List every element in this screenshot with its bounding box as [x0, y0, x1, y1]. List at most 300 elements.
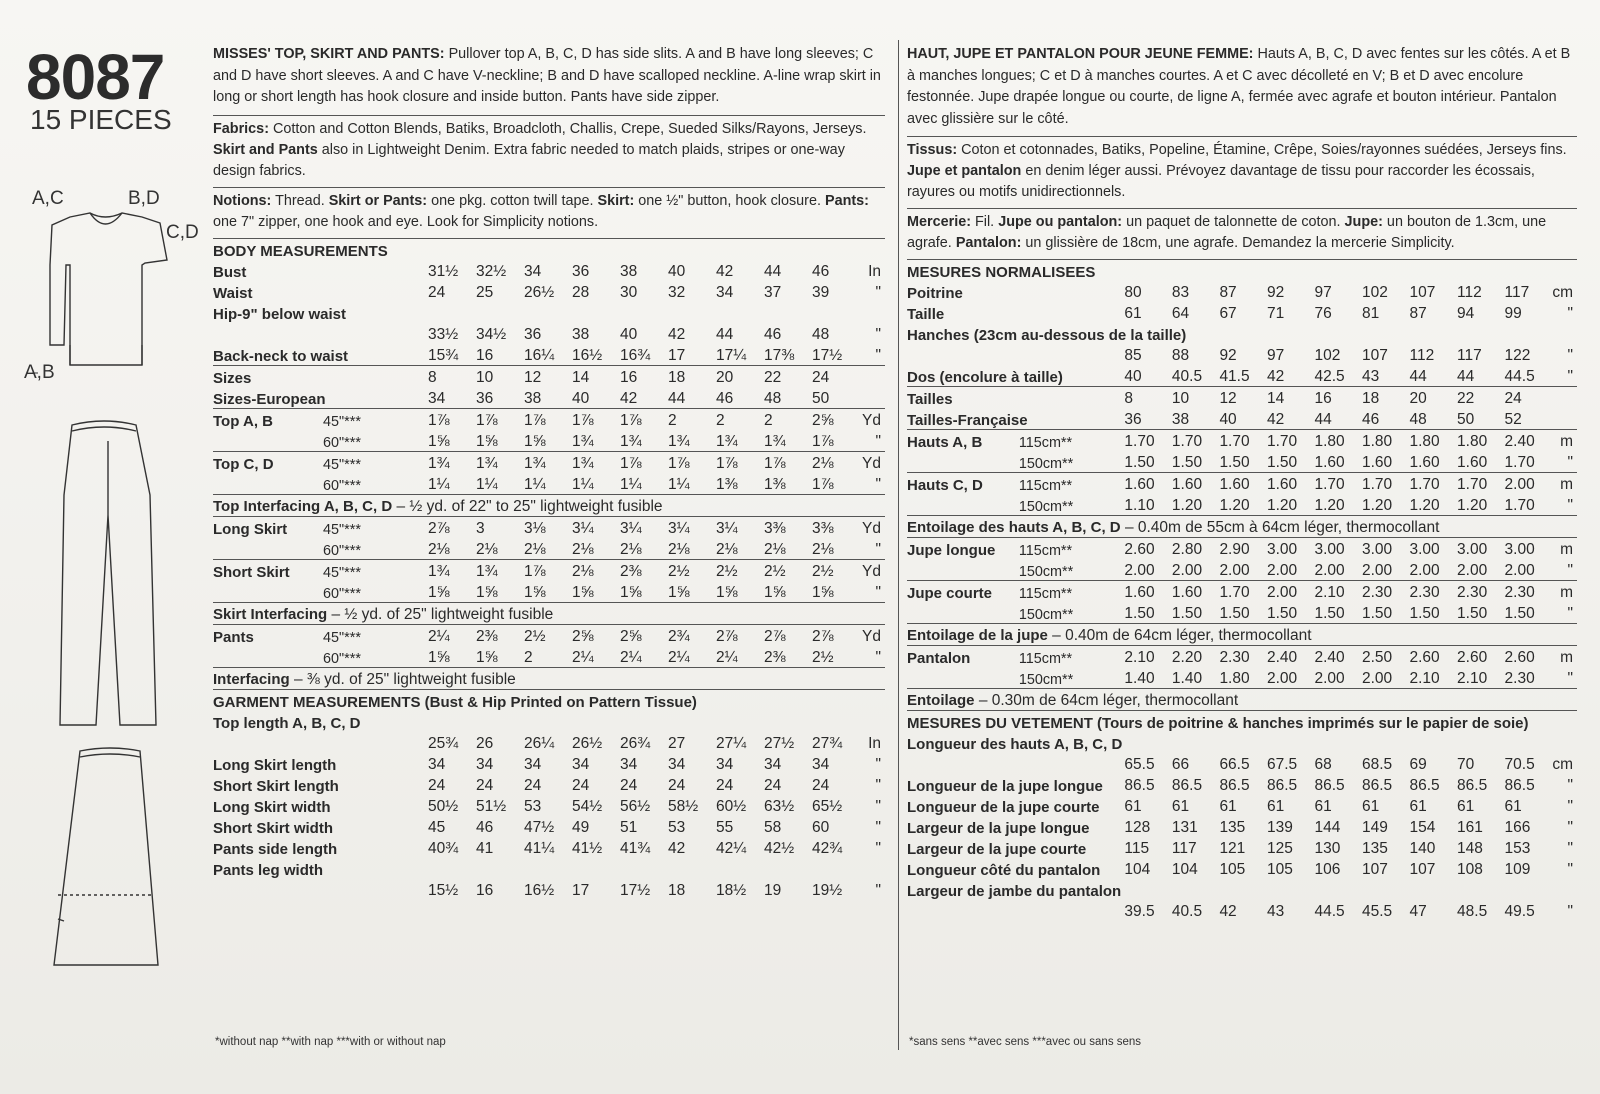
value-cell: 117 — [1171, 840, 1197, 857]
value-cell: 1.70 — [1457, 473, 1505, 495]
value-cell: 1¼ — [620, 475, 642, 493]
interfacing-label: Interfacing — [213, 670, 290, 688]
fabrics-text-2: also in Lightweight Denim. Extra fabric needed to match plaids, stripes or one-way design fabrics. — [213, 141, 845, 179]
value-cell: 1.50 — [1124, 454, 1155, 471]
value-cell: 1.50 — [1504, 605, 1535, 622]
value-cell: 44.5 — [1314, 903, 1345, 920]
english-panel — [213, 40, 885, 1048]
row-hauts-cd-150 — [907, 494, 1577, 516]
fr-intro-text: Hauts A, B, C, D avec fentes sur les côtés. A et B à manches longues; C et D à manches courtes. A et C avec décolleté en V; B et D avec encolure festonnée. Jupe drapée longue ou courte, de ligne A, fermée avec agrafe et bouton intérieur. Pantalon avec glissière sur le côté. — [907, 46, 1571, 127]
value-cell: 8 — [1124, 387, 1172, 409]
unit-cell: In — [868, 734, 881, 752]
value-cell: 2.10 — [1457, 670, 1488, 687]
value-cell: 1.70 — [1219, 581, 1267, 603]
fabrics-label: Fabrics: — [213, 120, 269, 137]
en-footnote: *without nap **with nap ***with or without nap — [215, 1036, 446, 1048]
en-intro-title: MISSES' TOP, SKIRT AND PANTS: — [213, 46, 445, 62]
entoilage-hauts — [907, 516, 1577, 538]
row-label: Jupe courte — [907, 581, 1019, 603]
row-hanches — [907, 344, 1577, 365]
value-cell: 44 — [1457, 368, 1475, 385]
value-cell: 107 — [1409, 861, 1436, 878]
value-cell: 2.60 — [1505, 646, 1553, 668]
row-sizes — [213, 365, 885, 387]
value-cell: 46 — [716, 389, 734, 407]
value-cell: 1⅝ — [620, 583, 642, 601]
value-cell: 2.00 — [1505, 473, 1553, 495]
value-cell: 1¾ — [668, 432, 690, 450]
value-cell: 88 — [1171, 347, 1190, 364]
value-cell: 34 — [716, 755, 734, 773]
value-cell: 1⅝ — [428, 583, 450, 601]
value-cell: 1¾ — [716, 432, 738, 450]
value-cell: 42 — [1219, 903, 1237, 920]
fabrics-bold: Skirt and Pants — [213, 141, 318, 158]
unit-cell: " — [875, 432, 881, 450]
row-label: Top A, B — [213, 408, 323, 430]
row-label — [907, 602, 1019, 624]
value-cell: 104 — [1124, 861, 1151, 878]
unit-cell: " — [875, 583, 881, 601]
value-cell: 154 — [1409, 819, 1436, 836]
value-cell: 1⅞ — [620, 451, 668, 473]
value-cell: 24 — [812, 776, 830, 794]
row-label — [213, 581, 323, 603]
notions-bold-2: Skirt: — [597, 192, 635, 209]
fabric-width: 115cm** — [1019, 581, 1125, 603]
fr-intro — [907, 40, 1577, 136]
row-label: Short Skirt width — [213, 819, 333, 837]
interfacing — [213, 667, 885, 689]
unit-cell: cm — [1552, 284, 1573, 301]
value-cell: 42¾ — [812, 839, 843, 857]
value-cell: 1.20 — [1457, 497, 1488, 514]
notions-text-3: one ½" button, hook closure. — [634, 192, 825, 209]
unit-cell: " — [875, 648, 881, 666]
value-cell: 1⅞ — [524, 408, 572, 430]
row-pants-45 — [213, 624, 885, 646]
unit-cell: " — [1567, 903, 1573, 920]
value-cell: 1.40 — [1124, 670, 1155, 687]
value-cell: 3.00 — [1457, 538, 1505, 560]
value-cell: 2.40 — [1267, 646, 1315, 668]
value-cell: 1.80 — [1219, 670, 1250, 687]
value-cell: 46 — [812, 262, 830, 280]
value-cell: 34 — [764, 755, 782, 773]
value-cell: 53 — [668, 818, 686, 836]
unit-cell: Yd — [860, 516, 885, 538]
entoilage-jupe-text: – 0.40m de 64cm léger, thermocollant — [1047, 627, 1312, 644]
value-cell: 2⅛ — [572, 559, 620, 581]
row-hip-label — [213, 302, 885, 323]
row-label: Longueur côté du pantalon — [907, 862, 1101, 879]
value-cell: 48 — [812, 325, 830, 343]
value-cell: 32½ — [476, 262, 507, 280]
fr-tissus — [907, 137, 1577, 208]
longueur-hauts-label: Longueur des hauts A, B, C, D — [907, 736, 1123, 753]
row-pants-60 — [213, 646, 885, 668]
row-pants-side-length — [213, 837, 885, 858]
row-short-skirt-45 — [213, 559, 885, 581]
row-hip — [213, 323, 885, 344]
value-cell: 61 — [1266, 798, 1285, 815]
fr-mercerie — [907, 209, 1577, 259]
value-cell: 1.40 — [1171, 670, 1203, 687]
value-cell: 70.5 — [1504, 756, 1535, 773]
value-cell: 149 — [1361, 819, 1388, 836]
value-cell: 108 — [1457, 861, 1483, 878]
unit-cell: " — [1567, 454, 1573, 471]
value-cell: 65½ — [812, 797, 843, 815]
value-cell: 86.5 — [1219, 777, 1250, 794]
value-cell: 1¼ — [668, 475, 690, 493]
row-pantalon-150 — [907, 667, 1577, 689]
value-cell: 166 — [1504, 819, 1531, 836]
value-cell: 25 — [476, 283, 494, 301]
row-long-skirt-length — [213, 753, 885, 774]
row-pantalon-115 — [907, 646, 1577, 668]
value-cell: 26½ — [572, 734, 603, 752]
row-back-neck — [213, 344, 885, 366]
value-cell: 86.5 — [1171, 777, 1203, 794]
value-cell: 24 — [428, 283, 446, 301]
value-cell: 2¼ — [620, 648, 642, 666]
row-label — [907, 494, 1019, 516]
value-cell: 3⅛ — [524, 516, 572, 538]
fabric-width: 150cm** — [1018, 672, 1074, 688]
row-label: Pantalon — [907, 646, 1019, 668]
value-cell: 2.30 — [1457, 581, 1505, 603]
value-cell: 2⅛ — [812, 451, 860, 473]
row-long-skirt-45 — [213, 516, 885, 538]
row-hauts-ab-150 — [907, 451, 1577, 473]
value-cell: 44 — [716, 325, 734, 343]
unit-cell: " — [1567, 670, 1573, 687]
unit-cell: Yd — [860, 451, 885, 473]
row-label — [213, 646, 323, 668]
value-cell: 61 — [1409, 798, 1427, 815]
fabric-width: 150cm** — [1018, 607, 1074, 623]
value-cell: 76 — [1314, 305, 1332, 322]
value-cell: 1.20 — [1361, 497, 1393, 514]
value-cell: 43 — [1361, 368, 1380, 385]
value-cell: 3.00 — [1362, 538, 1410, 560]
value-cell: 66 — [1171, 756, 1190, 773]
value-cell: 8 — [428, 365, 476, 387]
value-cell: 67 — [1219, 305, 1237, 322]
notions-bold-3: Pants: — [824, 192, 869, 209]
value-cell: 86.5 — [1361, 777, 1393, 794]
value-cell: 2 — [716, 408, 764, 430]
tissus-label: Tissus: — [907, 142, 958, 158]
value-cell: 69 — [1409, 756, 1427, 773]
value-cell: 1⅜ — [764, 475, 786, 493]
value-cell: 44.5 — [1504, 368, 1535, 385]
value-cell: 43 — [1266, 903, 1285, 920]
value-cell: 2½ — [716, 559, 764, 581]
value-cell: 40 — [620, 325, 638, 343]
value-cell: 61 — [1314, 798, 1332, 815]
row-label — [213, 473, 323, 495]
value-cell: 1⅝ — [476, 583, 498, 601]
value-cell: 18 — [668, 365, 716, 387]
value-cell: 125 — [1266, 840, 1293, 857]
value-cell: 50 — [812, 389, 830, 407]
value-cell: 2.40 — [1505, 430, 1553, 452]
row-label — [907, 344, 1124, 365]
value-cell: 19 — [764, 881, 782, 899]
value-cell: 1.70 — [1504, 497, 1535, 514]
value-cell: 49 — [572, 818, 590, 836]
value-cell: 1.60 — [1219, 473, 1267, 495]
row-bust — [213, 260, 885, 281]
value-cell: 2.00 — [1124, 562, 1155, 579]
value-cell: 68 — [1314, 756, 1332, 773]
label-ab: A,B — [24, 362, 55, 383]
value-cell: 40¾ — [428, 839, 459, 857]
row-label — [213, 879, 428, 900]
value-cell: 161 — [1457, 819, 1483, 836]
value-cell: 34 — [524, 755, 542, 773]
value-cell: 1.20 — [1171, 497, 1203, 514]
entoilage-jupe — [907, 624, 1577, 646]
garment-measurements-heading: GARMENT MEASUREMENTS (Bust & Hip Printed on Pattern Tissue) — [213, 689, 885, 711]
french-panel — [907, 40, 1577, 1048]
top-interfacing — [213, 494, 885, 516]
value-cell: 1⅞ — [476, 408, 524, 430]
entoilage-jupe-label: Entoilage de la jupe — [907, 627, 1048, 644]
row-jupe-longue-150 — [907, 559, 1577, 581]
row-label: Short Skirt — [213, 559, 323, 581]
value-cell: 60½ — [716, 797, 747, 815]
skirt-interfacing-text: – ½ yd. of 25" lightweight fusible — [327, 605, 554, 623]
interfacing-text: – ⅜ yd. of 25" lightweight fusible — [289, 670, 516, 688]
value-cell: 3.00 — [1505, 538, 1553, 560]
unit-cell: " — [1567, 562, 1573, 579]
value-cell: 24 — [812, 365, 860, 387]
value-cell: 1¼ — [524, 475, 546, 493]
value-cell: 36 — [1124, 411, 1142, 428]
row-short-skirt-60 — [213, 581, 885, 603]
value-cell: 34 — [620, 755, 638, 773]
value-cell: 3¼ — [668, 516, 716, 538]
row-label: Bust — [213, 263, 247, 281]
value-cell: 50½ — [428, 797, 459, 815]
mesures-vetement-heading: MESURES DU VETEMENT (Tours de poitrine & hanches imprimés sur le papier de soie) — [907, 711, 1577, 733]
value-cell: 40 — [572, 389, 590, 407]
hanches-label: Hanches (23cm au-dessous de la taille) — [907, 327, 1187, 344]
mercerie-bold: Jupe ou pantalon: — [998, 214, 1123, 230]
value-cell: 2.50 — [1362, 646, 1410, 668]
value-cell: 2.00 — [1409, 562, 1440, 579]
value-cell: 2¼ — [428, 624, 476, 646]
unit-cell: " — [875, 797, 881, 815]
value-cell: 2⅛ — [524, 540, 546, 558]
value-cell: 36 — [476, 389, 494, 407]
value-cell: 2⅛ — [572, 540, 594, 558]
value-cell: 2.00 — [1267, 581, 1315, 603]
value-cell: 86.5 — [1504, 777, 1535, 794]
fabric-width: 150cm** — [1018, 564, 1074, 580]
value-cell: 121 — [1219, 840, 1246, 857]
row-pants-leg-width — [213, 879, 885, 900]
row-largeur-jupe-longue — [907, 816, 1577, 837]
value-cell: 1.20 — [1266, 497, 1298, 514]
value-cell: 107 — [1361, 861, 1388, 878]
row-longueur-hauts — [907, 753, 1577, 774]
value-cell: 34 — [716, 283, 734, 301]
unit-cell: " — [875, 839, 881, 857]
value-cell: 1⅝ — [812, 583, 834, 601]
row-label: Pants — [213, 624, 323, 646]
value-cell: 71 — [1266, 305, 1285, 322]
mesures-normalisees-heading: MESURES NORMALISEES — [907, 260, 1577, 282]
entoilage-hauts-label: Entoilage des hauts A, B, C, D — [907, 519, 1121, 536]
value-cell: 87 — [1219, 284, 1237, 301]
value-cell: 48 — [764, 389, 782, 407]
fabric-width: 60"*** — [323, 585, 361, 602]
value-cell: 1⅝ — [428, 432, 450, 450]
value-cell: 1⅞ — [524, 559, 572, 581]
value-cell: 104 — [1171, 861, 1198, 878]
value-cell: 42¼ — [716, 839, 747, 857]
value-cell: 1⅝ — [524, 583, 546, 601]
notions-text-2: one pkg. cotton twill tape. — [427, 192, 598, 209]
value-cell: 26 — [476, 734, 494, 752]
row-label: Pants side length — [213, 840, 338, 858]
value-cell: 1¾ — [764, 432, 786, 450]
value-cell: 1.50 — [1266, 605, 1298, 622]
en-intro-text: Pullover top A, B, C, D has side slits. A and B have long sleeves; C and D have short sleeves. A and C have V-neckline; B and D have scalloped neckline. A-line wrap skirt in long or short length has hook closure and inside button. Pants have side zipper. — [213, 46, 881, 105]
en-intro — [213, 40, 885, 115]
value-cell: 1¾ — [476, 451, 524, 473]
notions-text: Thread. — [271, 192, 329, 209]
value-cell: 1.50 — [1219, 605, 1250, 622]
mercerie-label: Mercerie: — [907, 214, 971, 230]
unit-cell — [1552, 408, 1577, 430]
value-cell: 1.60 — [1361, 454, 1393, 471]
value-cell: 1¾ — [524, 451, 572, 473]
row-longueur-jupe-longue — [907, 774, 1577, 795]
unit-cell: " — [1567, 347, 1573, 364]
value-cell: 2 — [764, 408, 812, 430]
value-cell: 40 — [1219, 411, 1237, 428]
value-cell: 32 — [668, 283, 686, 301]
row-long-skirt-width — [213, 795, 885, 816]
value-cell: 2⅛ — [764, 540, 786, 558]
value-cell: 12 — [1219, 387, 1267, 409]
value-cell: 1.50 — [1457, 605, 1488, 622]
value-cell: 1.70 — [1219, 430, 1267, 452]
value-cell: 47 — [1409, 903, 1427, 920]
notions-text-4: one 7" zipper, one hook and eye. Look for Simplicity notions. — [213, 213, 599, 230]
value-cell: 39 — [812, 283, 830, 301]
unit-cell: " — [1567, 497, 1573, 514]
value-cell: 22 — [764, 365, 812, 387]
unit-cell: " — [1567, 305, 1573, 322]
fabric-width: 60"*** — [323, 542, 361, 559]
value-cell: 2⅛ — [620, 540, 642, 558]
unit-cell: In — [868, 262, 881, 280]
value-cell: 37 — [764, 283, 782, 301]
row-label — [213, 323, 428, 344]
value-cell: 39.5 — [1124, 903, 1155, 920]
unit-cell: " — [1567, 605, 1573, 622]
value-cell: 10 — [476, 365, 524, 387]
value-cell: 50 — [1457, 411, 1475, 428]
value-cell: 38 — [620, 262, 638, 280]
value-cell: 86.5 — [1314, 777, 1345, 794]
value-cell: 1.50 — [1124, 605, 1155, 622]
value-cell: 1.60 — [1267, 473, 1315, 495]
value-cell: 16½ — [524, 881, 555, 899]
value-cell: 3¼ — [716, 516, 764, 538]
value-cell: 46 — [764, 325, 782, 343]
value-cell: 26¾ — [620, 734, 651, 752]
row-tailles-fr — [907, 408, 1577, 430]
unit-cell: Yd — [860, 408, 885, 430]
value-cell: 2.00 — [1314, 562, 1345, 579]
value-cell: 38 — [1171, 411, 1190, 428]
value-cell: 34 — [812, 755, 830, 773]
value-cell: 42 — [716, 262, 734, 280]
value-cell: 34 — [668, 755, 686, 773]
en-measurement-table — [213, 238, 885, 900]
value-cell: 2⅛ — [812, 540, 834, 558]
value-cell: 2.00 — [1266, 562, 1298, 579]
row-short-skirt-width — [213, 816, 885, 837]
row-label: Back-neck to waist — [213, 347, 349, 365]
value-cell: 51½ — [476, 797, 507, 815]
value-cell: 1¾ — [428, 451, 476, 473]
unit-cell: Yd — [860, 559, 885, 581]
tissus-text: Coton et cotonnades, Batiks, Popeline, Étamine, Crêpe, Soies/rayonnes suédées, Jerseys fins. — [957, 142, 1567, 158]
row-short-skirt-length — [213, 774, 885, 795]
unit-cell: " — [875, 776, 881, 794]
value-cell: 1.80 — [1314, 430, 1362, 452]
tissus-bold: Jupe et pantalon — [907, 163, 1022, 179]
row-label: Dos (encolure à taille) — [907, 369, 1063, 386]
unit-cell: m — [1552, 646, 1577, 668]
value-cell: 2.00 — [1171, 562, 1203, 579]
value-cell: 102 — [1314, 347, 1341, 364]
value-cell: 19½ — [812, 881, 843, 899]
row-jupe-courte-115 — [907, 581, 1577, 603]
value-cell: 1.20 — [1409, 497, 1440, 514]
row-label — [213, 732, 428, 753]
value-cell: 1.60 — [1124, 473, 1172, 495]
entoilage-hauts-text: – 0.40m de 55cm à 64cm léger, thermocollant — [1120, 519, 1440, 536]
value-cell: 2.90 — [1219, 538, 1267, 560]
fabric-width: 45"*** — [323, 408, 428, 430]
row-top-ab-45 — [213, 408, 885, 430]
value-cell: 94 — [1457, 305, 1475, 322]
value-cell: 24 — [716, 776, 734, 794]
row-label: Short Skirt length — [213, 777, 339, 795]
value-cell: 2.80 — [1172, 538, 1220, 560]
value-cell: 2½ — [524, 624, 572, 646]
value-cell: 15½ — [428, 881, 459, 899]
value-cell: 86.5 — [1124, 777, 1155, 794]
value-cell: 34 — [428, 389, 446, 407]
row-largeur-jupe-courte — [907, 837, 1577, 858]
top-length-label: Top length A, B, C, D — [213, 714, 361, 732]
value-cell: 20 — [1410, 387, 1458, 409]
value-cell: 2.60 — [1410, 646, 1458, 668]
value-cell: 131 — [1171, 819, 1198, 836]
unit-cell — [1552, 387, 1577, 409]
row-top-length — [213, 732, 885, 753]
